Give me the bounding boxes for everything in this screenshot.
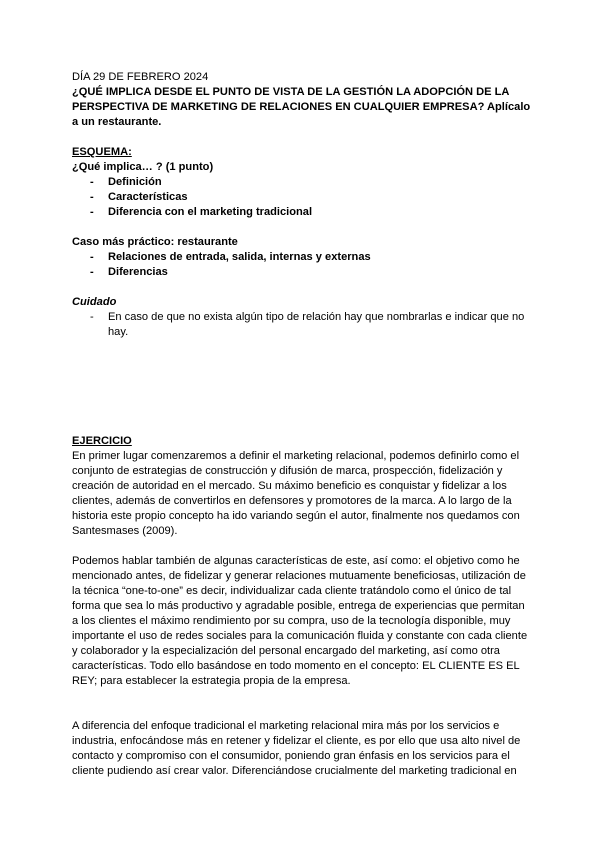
list-item-text: Definición (108, 176, 162, 188)
list-item-text: Diferencias (108, 266, 168, 278)
list-item (72, 175, 532, 190)
assignment-question: ¿QUÉ IMPLICA DESDE EL PUNTO DE VISTA DE LA GESTIÓN LA ADOPCIÓN DE LA PERSPECTIVA DE MARKETING DE RELACIONES EN CUALQUIER EMPRESA? Aplícalo a un restaurante. (72, 86, 531, 128)
caso-list (72, 250, 532, 280)
dash-bullet-icon: - (90, 251, 94, 263)
document-content (72, 70, 532, 779)
list-item (72, 265, 532, 280)
ejercicio-paragraph: A diferencia del enfoque tradicional el marketing relacional mira más por los servicios e industria, enfocándose más en retener y fidelizar el cliente, es por ello que usa alto nivel de contacto y compromiso con el consumidor, poniendo gran énfasis en los servicios para el cliente pudiendo así crear valor. Diferenciándose crucialmente del marketing tradicional en (72, 720, 521, 777)
dash-bullet-icon: - (90, 176, 94, 188)
list-item-text: Relaciones de entrada, salida, internas y externas (108, 251, 371, 263)
cuidado-list (72, 310, 532, 340)
list-item-text: Diferencia con el marketing tradicional (108, 206, 313, 218)
list-item (72, 190, 532, 205)
dash-bullet-icon: - (90, 191, 94, 203)
esquema-title: ESQUEMA: (72, 146, 132, 158)
list-item-text: En caso de que no exista algún tipo de relación hay que nombrarlas e indicar que no hay. (108, 311, 525, 338)
list-item (72, 250, 532, 265)
ejercicio-paragraph: En primer lugar comenzaremos a definir el marketing relacional, podemos definirlo como el conjunto de estrategias de construcción y difusión de marca, prospección, fidelización y creación de autoridad en el mercado. Su máximo beneficio es conquistar y fidelizar a los clientes, además de convertirlos en defensores y promotores de la marca. A lo largo de la historia este propio concepto ha ido variando según el autor, finalmente nos quedamos con Santesmases (2009). (72, 450, 520, 537)
list-item-text: Características (108, 191, 188, 203)
dash-bullet-icon: - (90, 311, 94, 323)
list-item (72, 310, 532, 340)
caso-heading: Caso más práctico: restaurante (72, 236, 238, 248)
implica-heading: ¿Qué implica… ? (1 punto) (72, 161, 214, 173)
document-date: DÍA 29 DE FEBRERO 2024 (72, 71, 209, 83)
cuidado-heading: Cuidado (72, 296, 117, 308)
dash-bullet-icon: - (90, 206, 94, 218)
dash-bullet-icon: - (90, 266, 94, 278)
ejercicio-title: EJERCICIO (72, 435, 132, 447)
implica-list (72, 175, 532, 220)
ejercicio-paragraph: Podemos hablar también de algunas características de este, así como: el objetivo como he mencionado antes, de fidelizar y generar relaciones mutuamente beneficiosas, utilización de la técnica “one-to-one” es decir, individualizar cada cliente tratándolo como el único de tal forma que sea lo más productivo y agradable posible, entrega de experiencias que permitan a los clientes el máximo rendimiento por su compra, uso de la tecnología disponible, muy importante el uso de redes sociales para la comunicación fluida y constante con cada cliente y colaborador y la especialización del personal encargado del marketing, así como otra características. Todo ello basándose en todo momento en el concepto: EL CLIENTE ES EL REY; para establecer la estrategia propia de la empresa. (72, 555, 528, 687)
list-item (72, 205, 532, 220)
